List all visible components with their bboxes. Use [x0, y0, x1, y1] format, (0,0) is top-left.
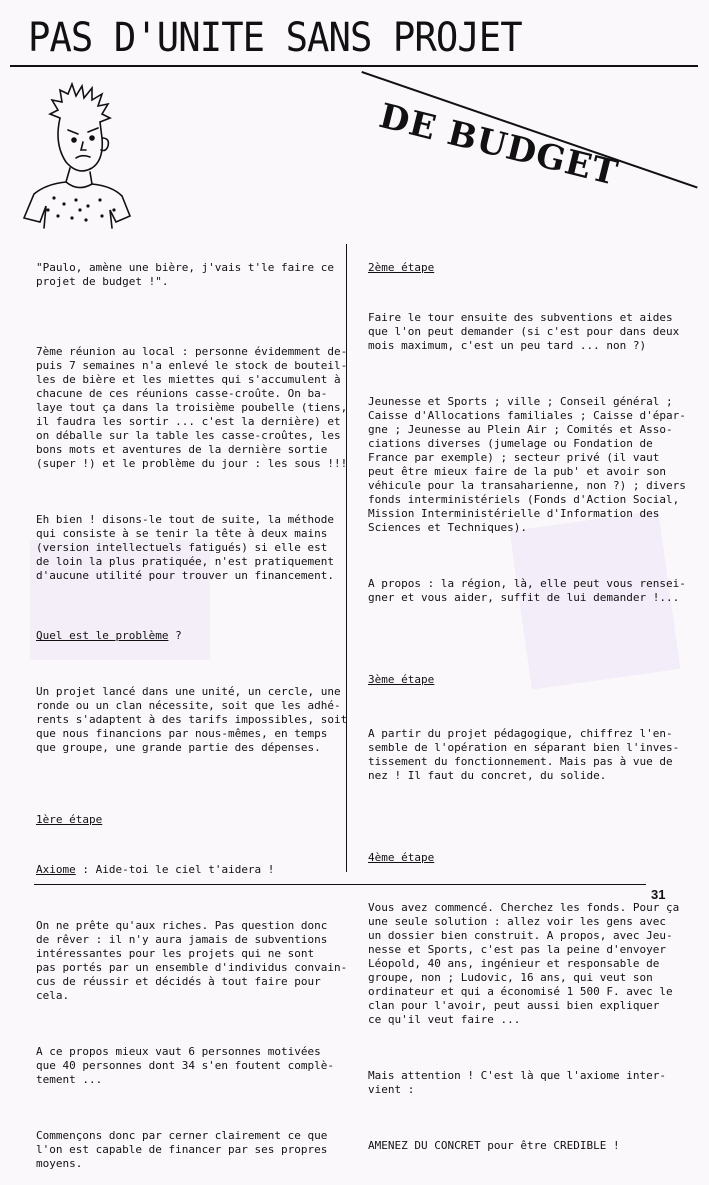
- paragraph-attention: Mais attention ! C'est là que l'axiome inter- vient :: [368, 1069, 667, 1096]
- axiom-line: [36, 863, 347, 877]
- subtitle-budget: DE BUDGET: [375, 96, 623, 194]
- heading-problem-text: Quel est le problème: [36, 629, 169, 642]
- paragraph-region: A propos : la région, là, elle peut vous rensei- gner et vous aider, suffit de lui demander !...: [368, 577, 686, 604]
- right-column: [368, 247, 686, 1167]
- footer-rule: [34, 884, 646, 885]
- heading-step-3: 3ème étape: [368, 673, 435, 686]
- heading-step-1: 1ère étape: [36, 813, 103, 826]
- intro-quote: "Paulo, amène une bière, j'vais t'le faire ce projet de budget !".: [36, 261, 335, 288]
- paragraph-own-means: Commençons donc par cerner clairement ce que l'on est capable de financer par ses propres moyens.: [36, 1129, 328, 1170]
- paragraph-costing: A partir du projet pédagogique, chiffrez l'en- semble de l'opération en séparant bien l'inves- tissement du fonctionnement. Mais pas à vue de nez ! Il faut du concret, du solide.: [368, 727, 680, 782]
- paragraph-problem: Un projet lancé dans une unité, un cercle, une ronde ou un clan nécessite, soit que les adhé- rents s'adaptent à des tarifs impossibles, soit que nous financions par nous-mêmes, en temps que groupe, une grande partie des dépenses.: [36, 685, 348, 754]
- paragraph-method: Eh bien ! disons-le tout de suite, la méthode qui consiste à se tenir la tête à deux mains (version intellectuels fatigués) si elle est de loin la plus pratiquée, n'est pratiquement d'aucune utilité pour trouver un financement.: [36, 513, 335, 582]
- page-title: PAS D'UNITE SANS PROJET: [28, 15, 522, 61]
- paragraph-subsidies: Faire le tour ensuite des subventions et aides que l'on peut demander (si c'est pour dans deux mois maximum, c'est un peu tard ... non ?): [368, 311, 680, 352]
- heading-step-2: 2ème étape: [368, 261, 435, 274]
- heading-problem-tail: ?: [168, 629, 182, 642]
- title-rule: [10, 65, 698, 67]
- paragraph-funds: Vous avez commencé. Cherchez les fonds. Pour ça une seule solution : allez voir les gens avec un dossier bien construit. A propos, avec Jeu- nesse et Sports, c'est pas la peine d'envoyer Léopold, 40 ans, ingénieur et responsable de groupe, non ; Ludovic, 16 ans, qui veut son ordinateur et qui a économisé 1 500 F. avec le clan pour l'avoir, peut aussi bien expliquer ce qu'il veut faire ...: [368, 901, 680, 1026]
- heading-step-4: 4ème étape: [368, 851, 435, 864]
- paragraph-motivated: A ce propos mieux vaut 6 personnes motivées que 40 personnes dont 34 s'en foutent complè- tement ...: [36, 1045, 335, 1086]
- paragraph-rich: On ne prête qu'aux riches. Pas question donc de rêver : il n'y aura jamais de subventions intéressantes pour les projets qui ne sont pas portés par un ensemble d'individus convain- cus de réussir et décidés à tout faire pour cela.: [36, 919, 348, 1002]
- paragraph-organisations: Jeunesse et Sports ; ville ; Conseil général ; Caisse d'Allocations familiales ; Caisse d'épar- gne ; Jeunesse au Plein Air ; Comités et Asso- ciations diverses (jumelage ou Fondation de France par exemple) ; secteur privé (il vaut peut être mieux faire de la pub' et avoir son véhicule pour la transaharienne, non ?) ; divers fonds interministériels (Fonds d'Action Social, Mission Interministérielle d'Information des Sciences et Techniques).: [368, 395, 686, 534]
- left-column: [36, 247, 347, 1185]
- axiom-text: : Aide-toi le ciel t'aidera !: [75, 863, 275, 876]
- cartoon-boy-illustration: [10, 82, 140, 232]
- paragraph-meeting: 7ème réunion au local : personne évidemment de- puis 7 semaines n'a enlevé le stock de bouteil- les de bière et les miettes qui s'accumulent à chacune de ces réunions casse-croûte. On ba- laye tout ça dans la troisième poubelle (tiens, il faudra les sortir ... c'est la dernière) et on déballe sur la table les casse-croûtes, les bons mots et aventures de la dernière sortie (super !) et le problème du jour : les sous !!!: [36, 345, 348, 470]
- axiom-label: Axiome: [36, 863, 76, 876]
- page-number: 31: [651, 887, 666, 902]
- heading-problem: [36, 629, 347, 643]
- paragraph-credible: AMENEZ DU CONCRET pour être CREDIBLE !: [368, 1139, 620, 1152]
